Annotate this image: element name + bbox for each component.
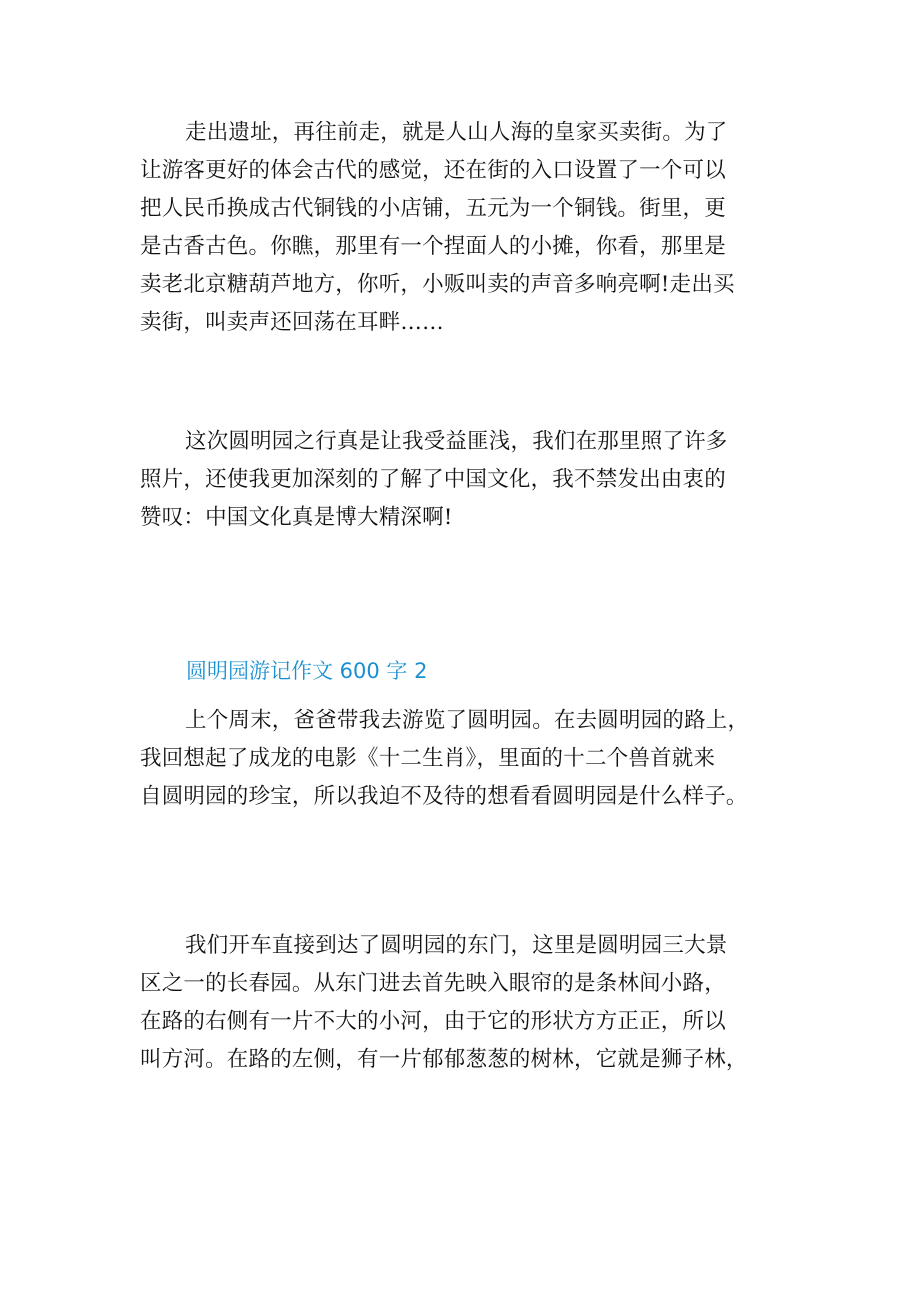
text-line: 我回想起了成龙的电影《十二生肖》，里面的十二个兽首就来: [140, 746, 716, 771]
text-line: 是古香古色。你瞧，那里有一个捏面人的小摊，你看，那里是: [140, 234, 726, 259]
paragraph-conclusion: [140, 423, 780, 537]
paragraph-market-street: [140, 114, 780, 342]
text-line: 在路的右侧有一片不大的小河，由于它的形状方方正正，所以: [140, 1009, 726, 1034]
text-line: 叫方河。在路的左侧，有一片郁郁葱葱的树林，它就是狮子林，: [140, 1047, 748, 1072]
text-line: 走出遗址，再往前走，就是人山人海的皇家买卖街。为了: [185, 120, 728, 145]
text-line: 让游客更好的体会古代的感觉，还在街的入口设置了一个可以: [140, 158, 726, 183]
text-line: 这次圆明园之行真是让我受益匪浅，我们在那里照了许多: [185, 429, 728, 454]
text-line: 卖老北京糖葫芦地方，你听，小贩叫卖的声音多响亮啊!走出买: [140, 272, 735, 297]
text-line: 照片，还使我更加深刻的了解了中国文化，我不禁发出由衷的: [140, 467, 726, 492]
text-line: 把人民币换成古代铜钱的小店铺，五元为一个铜钱。街里，更: [140, 196, 726, 221]
text-line: 上个周末，爸爸带我去游览了圆明园。在去圆明园的路上，: [185, 708, 750, 733]
text-line: 卖街，叫卖声还回荡在耳畔……: [140, 310, 444, 335]
text-line: 我们开车直接到达了圆明园的东门，这里是圆明园三大景: [185, 933, 728, 958]
text-line: 赞叹：中国文化真是博大精深啊!: [140, 505, 453, 530]
paragraph-intro: [140, 702, 780, 816]
paragraph-east-gate: [140, 927, 780, 1079]
text-line: 区之一的长春园。从东门进去首先映入眼帘的是条林间小路，: [140, 971, 726, 996]
section-heading: 圆明园游记作文 600 字 2: [186, 659, 428, 683]
text-line: 自圆明园的珍宝，所以我迫不及待的想看看圆明园是什么样子。: [140, 784, 748, 809]
